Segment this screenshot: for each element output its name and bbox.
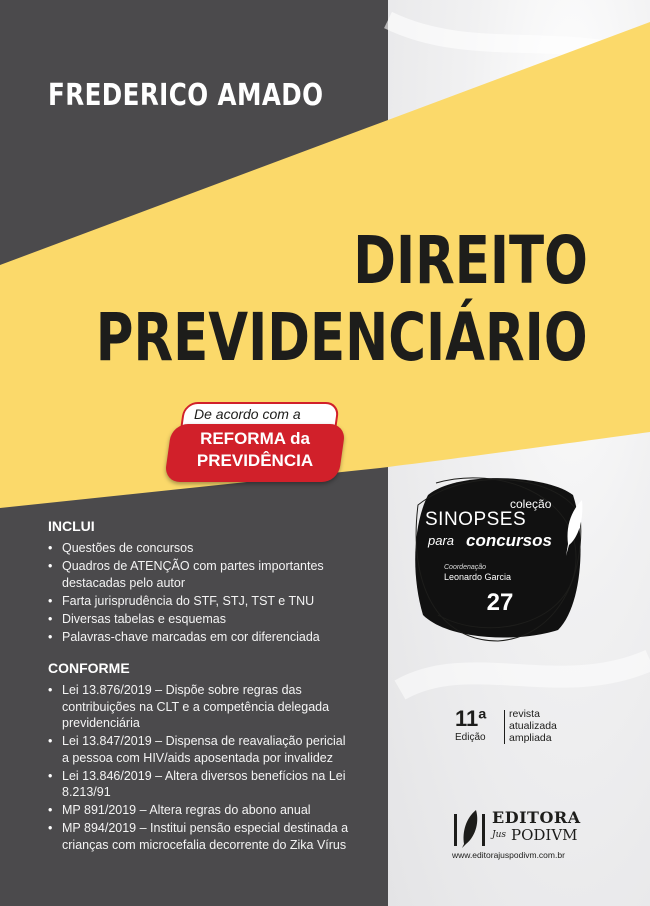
conforme-section bbox=[48, 660, 353, 855]
edition-revised: revista bbox=[509, 708, 540, 720]
inclui-heading: INCLUI bbox=[48, 518, 95, 534]
publisher-podivm: PODIVM bbox=[511, 826, 578, 844]
publisher-logo-icon bbox=[452, 808, 490, 850]
list-item: • Lei 13.846/2019 – Altera diversos benefícios na Lei 8.213/91 bbox=[48, 768, 353, 801]
publisher-url: www.editorajuspodivm.com.br bbox=[452, 850, 565, 860]
publisher-editora: EDITORA bbox=[492, 808, 581, 827]
publisher-jus: Jus bbox=[492, 830, 507, 840]
conforme-heading: CONFORME bbox=[48, 660, 130, 676]
inclui-section bbox=[48, 518, 348, 647]
light-swirl bbox=[400, 660, 650, 690]
badge-line-2: PREVIDÊNCIA bbox=[196, 451, 314, 470]
list-item: • Farta jurisprudência do STF, STJ, TST e TNU bbox=[48, 593, 348, 610]
edition-expanded: ampliada bbox=[509, 732, 552, 744]
inclui-list bbox=[48, 540, 348, 645]
edition-updated: atualizada bbox=[509, 720, 557, 732]
list-item: • Diversas tabelas e esquemas bbox=[48, 611, 348, 628]
list-item: • Lei 13.847/2019 – Dispensa de reavaliação pericial a pessoa com HIV/aids aposentada por invalidez bbox=[48, 733, 353, 766]
reform-badge bbox=[162, 402, 342, 488]
coordinator-name: Leonardo Garcia bbox=[444, 572, 512, 582]
list-item: • Palavras-chave marcadas em cor diferenciada bbox=[48, 629, 348, 646]
coordination-label: Coordenação bbox=[444, 564, 487, 571]
list-item: • Questões de concursos bbox=[48, 540, 348, 557]
badge-reform-text bbox=[172, 428, 338, 472]
quill-icon bbox=[562, 498, 586, 558]
edition-number: 11ª bbox=[455, 706, 487, 731]
collection-label: coleção bbox=[510, 497, 552, 511]
list-item: • MP 894/2019 – Institui pensão especial destinada a crianças com microcefalia decorrente do Zika Vírus bbox=[48, 820, 353, 853]
author-name: FREDERICO AMADO bbox=[48, 78, 324, 113]
book-title-line-1: DIREITO bbox=[353, 222, 588, 299]
list-item: • Lei 13.876/2019 – Dispõe sobre regras das contribuições na CLT e a competência delegada previdenciária bbox=[48, 682, 353, 732]
edition-info bbox=[509, 708, 557, 744]
conforme-list bbox=[48, 682, 353, 853]
collection-concursos: concursos bbox=[466, 531, 552, 550]
list-item: • Quadros de ATENÇÃO com partes importantes destacadas pelo autor bbox=[48, 558, 348, 591]
collection-name: SINOPSES bbox=[425, 509, 527, 530]
list-item: • MP 891/2019 – Altera regras do abono anual bbox=[48, 802, 353, 819]
collection-para: para bbox=[428, 533, 455, 548]
edition-divider bbox=[504, 710, 505, 744]
badge-line-1: REFORMA da bbox=[200, 429, 310, 448]
edition-label: Edição bbox=[455, 732, 486, 743]
book-title-line-2: PREVIDENCIÁRIO bbox=[96, 299, 588, 376]
volume-number: 27 bbox=[486, 589, 514, 616]
badge-intro: De acordo com a bbox=[194, 406, 301, 422]
